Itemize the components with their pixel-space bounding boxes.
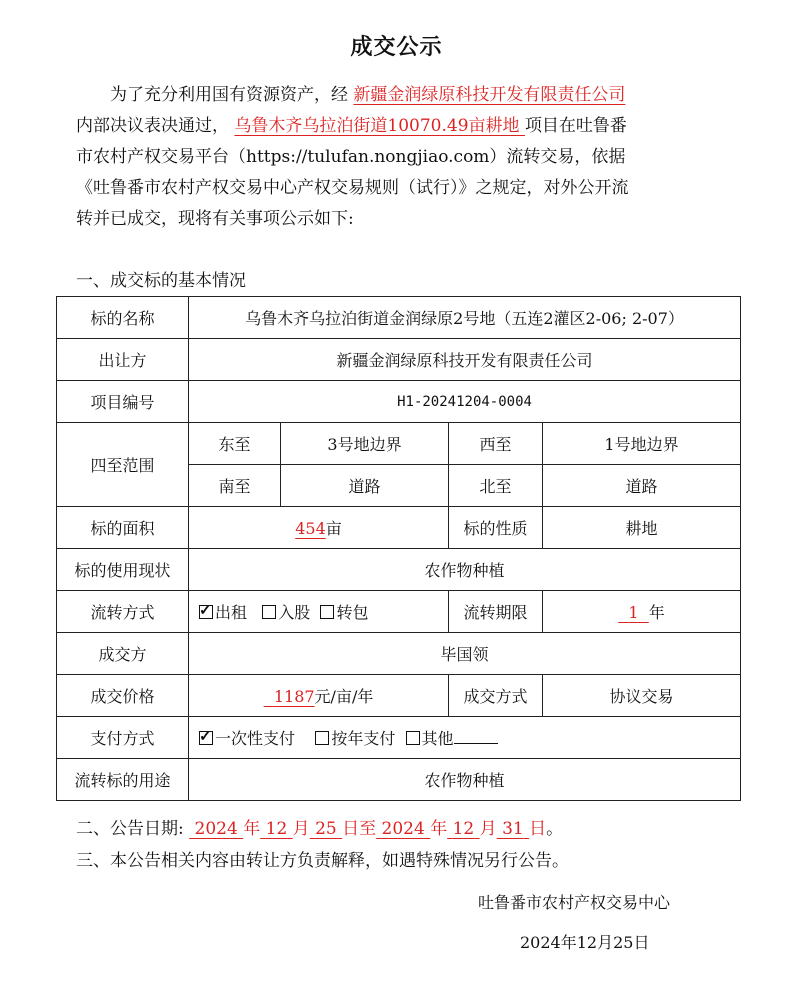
price-label: 成交价格 bbox=[57, 675, 189, 717]
table-row bbox=[57, 591, 741, 633]
mode-label: 流转方式 bbox=[57, 591, 189, 633]
deal-info-table bbox=[56, 296, 741, 801]
area-value: 454 bbox=[295, 519, 326, 538]
pay-yearly-checkbox[interactable] bbox=[315, 731, 329, 745]
nature-value: 耕地 bbox=[543, 507, 741, 549]
west-label: 西至 bbox=[449, 423, 543, 465]
name-value: 乌鲁木齐乌拉泊街道金润绿原2号地（五连2灌区2-06; 2-07） bbox=[189, 297, 741, 339]
table-row bbox=[57, 339, 741, 381]
east-value: 3号地边界 bbox=[281, 423, 449, 465]
subject-name: 乌鲁木齐乌拉泊街道10070.49亩耕地 bbox=[234, 116, 520, 136]
start-year: 2024 bbox=[194, 819, 238, 839]
end-day-unit: 日 bbox=[529, 819, 547, 839]
pay-once-label: 一次性支付 bbox=[215, 729, 296, 748]
area-label: 标的面积 bbox=[57, 507, 189, 549]
table-row bbox=[57, 549, 741, 591]
mode-share-checkbox[interactable] bbox=[262, 605, 276, 619]
mode-rent-label: 出租 bbox=[215, 603, 248, 622]
table-row bbox=[57, 423, 741, 465]
mode-rent-checkbox[interactable] bbox=[199, 605, 213, 619]
intro-text-1: 为了充分利用国有资源资产，经 bbox=[110, 85, 348, 105]
price-value: 1187 bbox=[273, 687, 315, 706]
transferor-label: 出让方 bbox=[57, 339, 189, 381]
section-1-heading: 一、成交标的基本情况 bbox=[76, 271, 246, 291]
deal-mode-label: 成交方式 bbox=[449, 675, 543, 717]
transferor-name: 新疆金润绿原科技开发有限责任公司 bbox=[353, 85, 626, 105]
end-month: 12 bbox=[452, 819, 475, 839]
term-label: 流转期限 bbox=[449, 591, 543, 633]
north-value: 道路 bbox=[543, 465, 741, 507]
intro-text-4: 市农村产权交易平台（https://tulufan.nongjiao.com）流转交易，依据 bbox=[76, 147, 626, 167]
mode-sublease-label: 转包 bbox=[336, 603, 369, 622]
area-cell bbox=[189, 507, 449, 549]
intro-text-6: 转并已成交，现将有关事项公示如下: bbox=[76, 209, 354, 229]
end-day: 31 bbox=[502, 819, 524, 839]
pay-label: 支付方式 bbox=[57, 717, 189, 759]
east-label: 东至 bbox=[189, 423, 281, 465]
start-day-unit: 日 bbox=[342, 819, 360, 839]
date-prefix: 二、公告日期: bbox=[76, 819, 184, 839]
date-end-punct: 。 bbox=[546, 819, 564, 839]
start-year-unit: 年 bbox=[243, 819, 261, 839]
issue-date: 2024年12月25日 bbox=[520, 933, 650, 952]
transferor-value: 新疆金润绿原科技开发有限责任公司 bbox=[189, 339, 741, 381]
purpose-label: 流转标的用途 bbox=[57, 759, 189, 801]
pay-yearly-label: 按年支付 bbox=[331, 729, 396, 748]
table-row bbox=[57, 507, 741, 549]
table-row bbox=[57, 759, 741, 801]
intro-text-5: 《吐鲁番市农村产权交易中心产权交易规则（试行）》之规定，对外公开流 bbox=[76, 178, 629, 198]
pay-other-label: 其他 bbox=[421, 729, 454, 748]
mode-share-label: 入股 bbox=[278, 603, 311, 622]
date-to: 至 bbox=[359, 819, 377, 839]
term-value: 1 bbox=[628, 603, 639, 622]
pay-other-checkbox[interactable] bbox=[406, 731, 420, 745]
south-label: 南至 bbox=[189, 465, 281, 507]
north-label: 北至 bbox=[449, 465, 543, 507]
page-title: 成交公示 bbox=[350, 35, 443, 60]
start-month-unit: 月 bbox=[292, 819, 310, 839]
pay-once-checkbox[interactable] bbox=[199, 731, 213, 745]
table-row bbox=[57, 675, 741, 717]
start-day: 25 bbox=[315, 819, 337, 839]
table-row bbox=[57, 633, 741, 675]
nature-label: 标的性质 bbox=[449, 507, 543, 549]
end-year-unit: 年 bbox=[430, 819, 448, 839]
pay-other-blank bbox=[454, 731, 498, 744]
term-cell bbox=[543, 591, 741, 633]
term-unit: 年 bbox=[648, 603, 665, 622]
mode-options bbox=[189, 591, 449, 633]
buyer-value: 毕国领 bbox=[189, 633, 741, 675]
table-row bbox=[57, 717, 741, 759]
mode-sublease-checkbox[interactable] bbox=[320, 605, 334, 619]
usage-label: 标的使用现状 bbox=[57, 549, 189, 591]
table-row bbox=[57, 297, 741, 339]
end-year: 2024 bbox=[381, 819, 425, 839]
issuer-org: 吐鲁番市农村产权交易中心 bbox=[478, 893, 671, 912]
section-3-note: 三、本公告相关内容由转让方负责解释，如遇特殊情况另行公告。 bbox=[76, 851, 569, 871]
usage-value: 农作物种植 bbox=[189, 549, 741, 591]
intro-text-2: 内部决议表决通过， bbox=[76, 116, 229, 136]
name-label: 标的名称 bbox=[57, 297, 189, 339]
table-row bbox=[57, 381, 741, 423]
area-unit: 亩 bbox=[325, 519, 342, 538]
end-month-unit: 月 bbox=[479, 819, 497, 839]
intro-paragraph bbox=[76, 80, 721, 235]
price-unit: 元/亩/年 bbox=[314, 687, 374, 706]
intro-text-3: 项目在吐鲁番 bbox=[524, 116, 627, 136]
south-value: 道路 bbox=[281, 465, 449, 507]
boundary-label: 四至范围 bbox=[57, 423, 189, 507]
start-month: 12 bbox=[265, 819, 288, 839]
pay-options bbox=[189, 717, 741, 759]
project-no-label: 项目编号 bbox=[57, 381, 189, 423]
project-no-value: H1-20241204-0004 bbox=[189, 381, 741, 423]
price-cell bbox=[189, 675, 449, 717]
section-2-date bbox=[76, 814, 721, 845]
buyer-label: 成交方 bbox=[57, 633, 189, 675]
purpose-value: 农作物种植 bbox=[189, 759, 741, 801]
west-value: 1号地边界 bbox=[543, 423, 741, 465]
deal-mode-value: 协议交易 bbox=[543, 675, 741, 717]
